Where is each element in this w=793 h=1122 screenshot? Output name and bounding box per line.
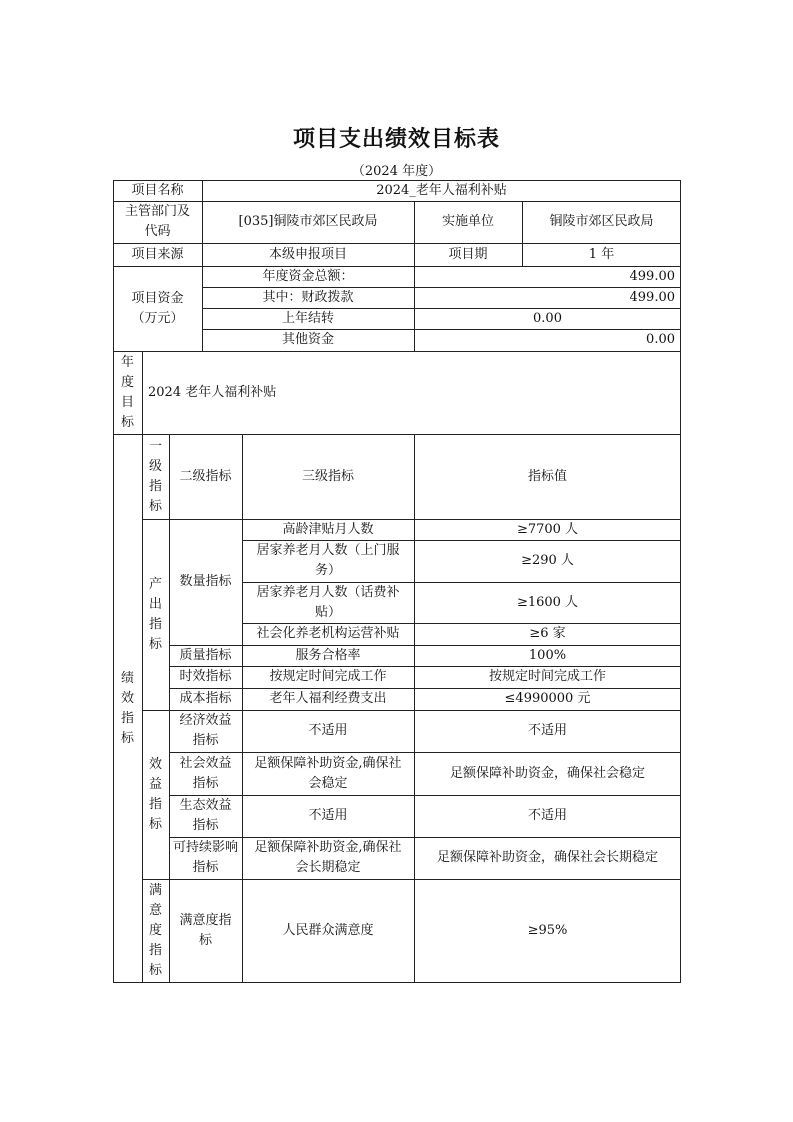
funds-total-label: 年度资金总额： [262, 268, 354, 284]
cost-name: 老年人福利经费支出 [269, 691, 387, 706]
page-title: 项目支出绩效目标表 [292, 126, 500, 152]
benefit-row-2-level2: 社会效益指标 [179, 755, 232, 791]
funds-carryover-value: 0.00 [533, 310, 562, 326]
dept-value: [035]铜陵市郊区民政局 [238, 214, 378, 229]
quality-name: 服务合格率 [295, 647, 361, 663]
dept-label: 主管部门及代码 [124, 204, 190, 239]
funds-carryover-label: 上年结转 [281, 310, 334, 326]
benefit-indicator-label: 效益指标 [148, 756, 162, 832]
time-name: 按规定时间完成工作 [269, 669, 387, 684]
funds-label: 项目资金（万元） [131, 290, 184, 326]
impl-label: 实施单位 [441, 214, 494, 229]
funds-fiscal-value: 499.00 [629, 289, 675, 305]
period-value: 1 年 [588, 246, 615, 262]
quantity-row-1-value: ≥7700 人 [516, 521, 579, 537]
source-value: 本级申报项目 [268, 246, 347, 262]
quantity-row-4-value: ≥6 家 [529, 626, 566, 641]
cost-value: ≤4990000 元 [504, 691, 591, 706]
performance-table [113, 180, 681, 983]
satisfaction-name: 人民群众满意度 [282, 923, 374, 938]
funds-total-value: 499.00 [629, 268, 675, 284]
benefit-row-1-level2: 经济效益指标 [179, 713, 232, 748]
quantity-row-4-name: 社会化养老机构运营补贴 [256, 626, 400, 641]
quantity-row-3-value: ≥1600 人 [516, 594, 579, 610]
quantity-row-2-value: ≥290 人 [521, 553, 574, 568]
col-level1-header: 一级指标 [148, 438, 162, 514]
col-level3-header: 三级指标 [301, 468, 354, 484]
page-subtitle: （2024 年度） [351, 164, 442, 179]
benefit-row-4-value: 足额保障补助资金，确保社会长期稳定 [436, 850, 658, 865]
cost-indicator-label: 成本指标 [179, 691, 232, 706]
satisfaction-indicator-label: 满意度指标 [148, 883, 162, 978]
annual-goal-value: 2024 老年人福利补贴 [148, 384, 277, 400]
benefit-row-4-level2: 可持续影响指标 [172, 840, 238, 875]
benefit-row-1-value: 不适用 [527, 723, 567, 738]
project-name-value: 2024_老年人福利补贴 [376, 182, 507, 198]
satisfaction-level2: 满意度指标 [179, 913, 232, 948]
indicators-group-label: 绩效指标 [120, 670, 134, 746]
period-label: 项目期 [448, 246, 488, 262]
col-value-header: 指标值 [527, 468, 567, 484]
benefit-row-3-level2: 生态效益指标 [179, 798, 232, 833]
time-indicator-label: 时效指标 [179, 669, 232, 684]
benefit-row-3-value: 不适用 [527, 808, 567, 823]
annual-goal-label: 年度目标 [120, 354, 134, 430]
project-name-label: 项目名称 [131, 182, 184, 198]
quality-indicator-label: 质量指标 [179, 647, 232, 663]
source-label: 项目来源 [131, 246, 184, 262]
funds-other-label: 其他资金 [281, 332, 334, 347]
output-indicator-label: 产出指标 [148, 576, 162, 652]
funds-other-value: 0.00 [646, 332, 675, 347]
col-level2-header: 二级指标 [179, 468, 232, 484]
benefit-row-3-name: 不适用 [308, 808, 348, 823]
quality-value: 100% [528, 647, 567, 663]
benefit-row-2-name: 足额保障补助资金,确保社会稳定 [254, 755, 402, 791]
quantity-indicator-label: 数量指标 [179, 574, 232, 589]
quantity-row-2-name: 居家养老月人数（上门服务） [256, 543, 400, 578]
benefit-row-1-name: 不适用 [308, 723, 348, 738]
benefit-row-2-value: 足额保障补助资金，确保社会稳定 [449, 765, 645, 781]
benefit-row-4-name: 足额保障补助资金,确保社会长期稳定 [254, 840, 402, 875]
satisfaction-value: ≥95% [527, 923, 568, 938]
time-value: 按规定时间完成工作 [488, 669, 606, 684]
impl-value: 铜陵市郊区民政局 [549, 214, 654, 229]
quantity-row-3-name: 居家养老月人数（话费补贴） [256, 584, 400, 620]
funds-fiscal-label: 其中：财政拨款 [262, 289, 354, 305]
quantity-row-1-name: 高龄津贴月人数 [282, 521, 374, 537]
